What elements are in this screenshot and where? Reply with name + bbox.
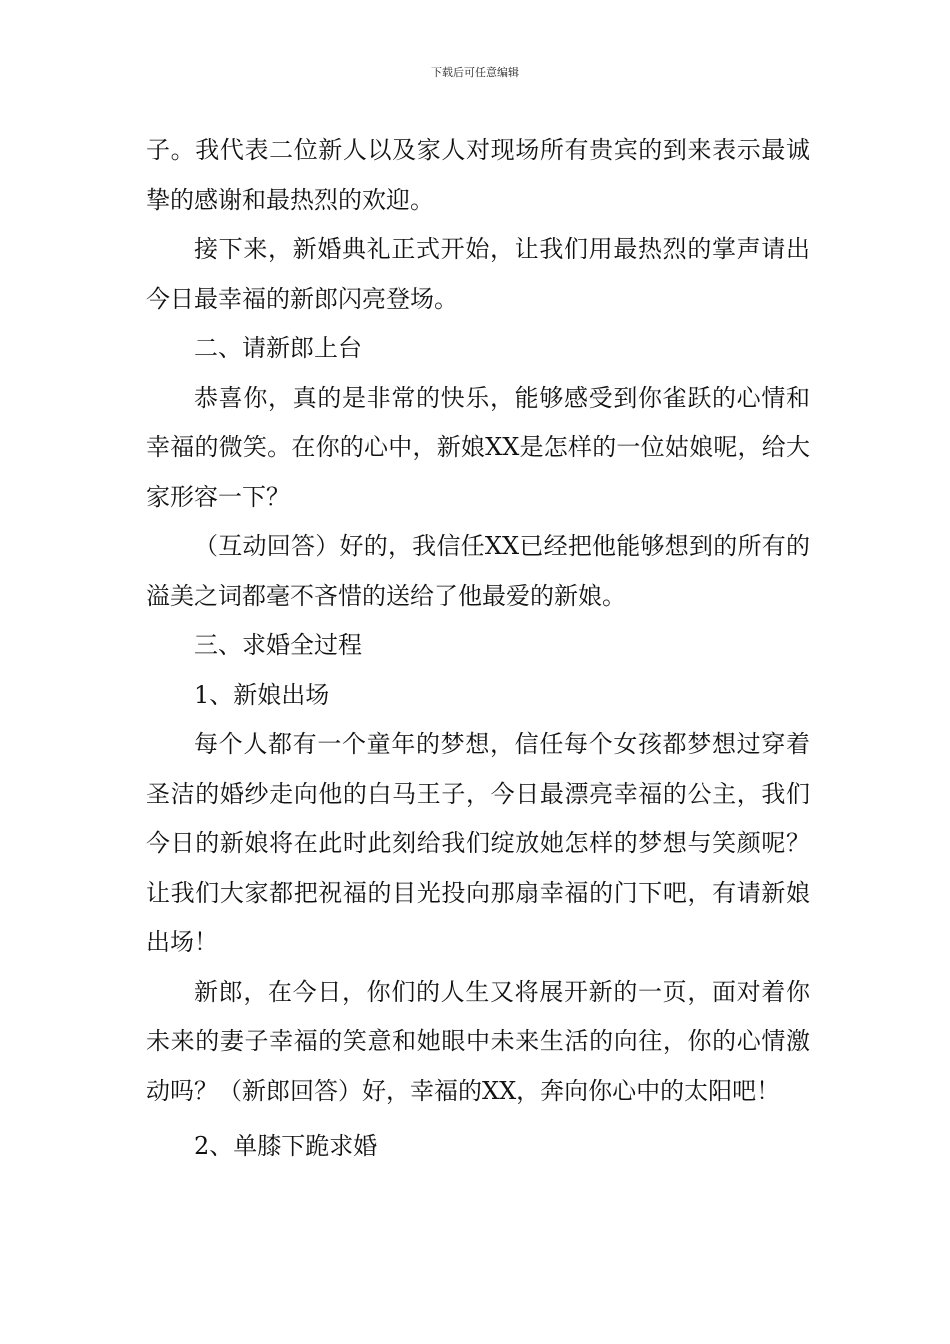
- section-heading-proposal: 三、求婚全过程: [194, 631, 362, 659]
- section-heading-groom-on-stage: 二、请新郎上台: [194, 334, 362, 362]
- paragraph-childhood-dream: 每个人都有一个童年的梦想，信任每个女孩都梦想过穿着圣洁的婚纱走向他的白马王子，今日最漂亮幸福的公主，我们今日的新娘将在此时此刻给我们绽放她怎样的梦想与笑颜呢？让我们大家都把祝福的目光投向那扇幸福的门下吧，有请新娘出场！: [146, 730, 810, 956]
- paragraph-ceremony-start: 接下来，新婚典礼正式开始，让我们用最热烈的掌声请出今日最幸福的新郎闪亮登场。: [146, 235, 810, 313]
- page-header: 下载后可任意编辑: [431, 66, 519, 79]
- subheading-bride-entrance: 1、新娘出场: [194, 680, 330, 709]
- paragraph-new-page: 新郎，在今日，你们的人生又将展开新的一页，面对着你未来的妻子幸福的笑意和她眼中未来生活的向往，你的心情激动吗？（新郎回答）好，幸福的XX，奔向你心中的太阳吧！: [146, 977, 810, 1105]
- document-body: [146, 126, 810, 1172]
- paragraph-continuation: 子。我代表二位新人以及家人对现场所有贵宾的到来表示最诚挚的感谢和最热烈的欢迎。: [146, 136, 810, 214]
- paragraph-interactive-answer: （互动回答）好的，我信任XX已经把他能够想到的所有的溢美之词都毫不吝惜的送给了他最爱的新娘。: [146, 532, 810, 610]
- subheading-kneel-proposal: 2、单膝下跪求婚: [194, 1132, 378, 1160]
- paragraph-congratulations: 恭喜你，真的是非常的快乐，能够感受到你雀跃的心情和幸福的微笑。在你的心中，新娘XX是怎样的一位姑娘呢，给大家形容一下？: [146, 383, 810, 511]
